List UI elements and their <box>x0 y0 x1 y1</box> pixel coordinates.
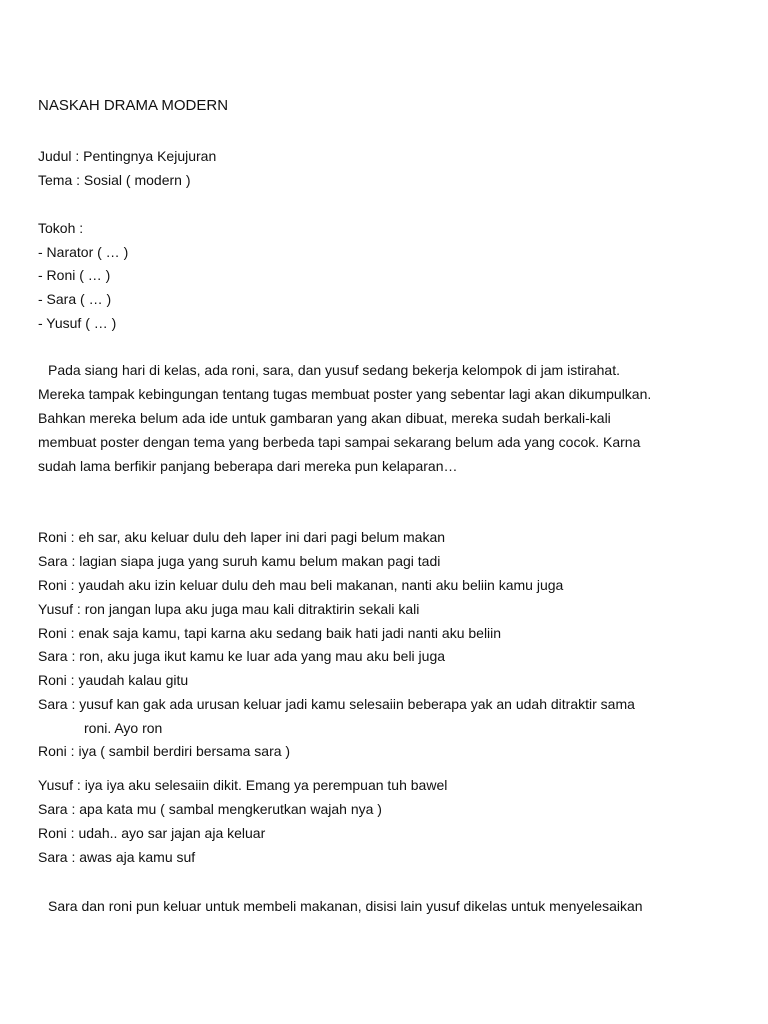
dialog-line: Roni : yaudah kalau gitu <box>38 672 189 688</box>
dialog-line: Yusuf : ron jangan lupa aku juga mau kali ditraktirin sekali kali <box>38 601 420 617</box>
intro-paragraph-line: membuat poster dengan tema yang berbeda tapi sampai sekarang belum ada yang cocok. Karna <box>38 434 641 450</box>
intro-paragraph-line: Mereka tampak kebingungan tentang tugas membuat poster yang sebentar lagi akan dikumpulkan. <box>38 386 652 402</box>
outro-paragraph-line: Sara dan roni pun keluar untuk membeli makanan, disisi lain yusuf dikelas untuk menyelesaikan <box>48 898 643 914</box>
intro-paragraph-line: Pada siang hari di kelas, ada roni, sara, dan yusuf sedang bekerja kelompok di jam istirahat. <box>48 362 620 378</box>
dialog-line: Sara : apa kata mu ( sambal mengkerutkan wajah nya ) <box>38 801 382 817</box>
dialog-line: Sara : yusuf kan gak ada urusan keluar jadi kamu selesaiin beberapa yak an udah ditraktir sama <box>38 696 635 712</box>
dialog-line: Roni : iya ( sambil berdiri bersama sara ) <box>38 743 291 759</box>
dialog-line: Roni : enak saja kamu, tapi karna aku sedang baik hati jadi nanti aku beliin <box>38 625 502 641</box>
dialog-continuation-line: roni. Ayo ron <box>84 720 163 736</box>
tokoh-item-sara: - Sara ( … ) <box>38 291 112 307</box>
intro-paragraph-line: Bahkan mereka belum ada ide untuk gambaran yang akan dibuat, mereka sudah berkali-kali <box>38 410 611 426</box>
tokoh-item-roni: - Roni ( … ) <box>38 267 111 283</box>
dialog-line: Sara : awas aja kamu suf <box>38 849 196 865</box>
dialog-line: Sara : ron, aku juga ikut kamu ke luar ada yang mau aku beli juga <box>38 648 446 664</box>
intro-paragraph-line: sudah lama berfikir panjang beberapa dari mereka pun kelaparan… <box>38 458 458 474</box>
dialog-line: Yusuf : iya iya aku selesaiin dikit. Emang ya perempuan tuh bawel <box>38 777 448 793</box>
dialog-line: Roni : udah.. ayo sar jajan aja keluar <box>38 825 266 841</box>
document-title: NASKAH DRAMA MODERN <box>38 97 229 114</box>
tokoh-heading: Tokoh : <box>38 220 84 236</box>
tokoh-item-yusuf: - Yusuf ( … ) <box>38 315 117 331</box>
tokoh-item-narator: - Narator ( … ) <box>38 244 129 260</box>
judul-line: Judul : Pentingnya Kejujuran <box>38 148 217 164</box>
dialog-line: Roni : yaudah aku izin keluar dulu deh mau beli makanan, nanti aku beliin kamu juga <box>38 577 564 593</box>
tema-line: Tema : Sosial ( modern ) <box>38 172 191 188</box>
dialog-line: Roni : eh sar, aku keluar dulu deh laper ini dari pagi belum makan <box>38 529 446 545</box>
dialog-line: Sara : lagian siapa juga yang suruh kamu belum makan pagi tadi <box>38 553 441 569</box>
